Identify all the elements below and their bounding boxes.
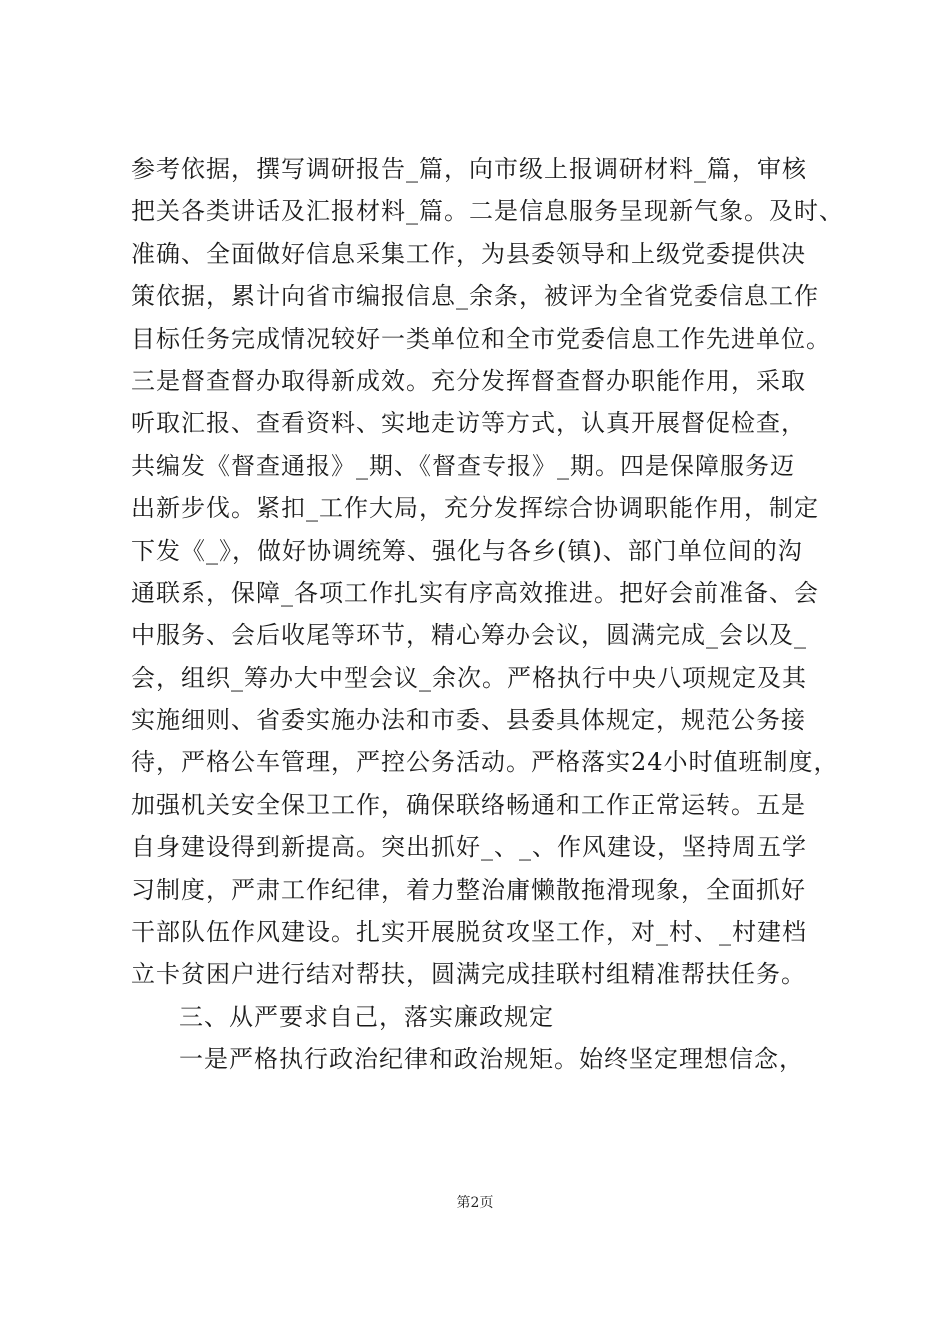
text-line: 干部队伍作风建设。扎实开展脱贫攻坚工作，对_村、_村建档 — [131, 918, 807, 947]
text-line: 自身建设得到新提高。突出抓好_、_、作风建设，坚持周五学 — [131, 833, 807, 862]
text-line: 听取汇报、查看资料、实地走访等方式，认真开展督促检查， — [131, 409, 806, 438]
text-line: 通联系，保障_各项工作扎实有序高效推进。把好会前准备、会 — [131, 578, 819, 607]
body-text — [131, 148, 851, 1081]
text-line: 中服务、会后收尾等环节，精心筹办会议，圆满完成_会以及_ — [131, 621, 807, 650]
text-line: 把关各类讲话及汇报材料_篇。二是信息服务呈现新气象。及时、 — [131, 197, 844, 226]
text-line: 出新步伐。紧扣_工作大局，充分发挥综合协调职能作用，制定 — [131, 494, 819, 523]
text-line: 三是督查督办取得新成效。充分发挥督查督办职能作用，采取 — [131, 366, 806, 395]
text-line: 会，组织_筹办大中型会议_余次。严格执行中央八项规定及其 — [131, 663, 807, 692]
text-line: 目标任务完成情况较好一类单位和全市党委信息工作先进单位。 — [131, 324, 831, 353]
text-line: 立卡贫困户进行结对帮扶，圆满完成挂联村组精准帮扶任务。 — [131, 960, 806, 989]
text-line: 策依据，累计向省市编报信息_余条，被评为全省党委信息工作 — [131, 282, 819, 311]
text-line: 共编发《督查通报》_期、《督查专报》_期。四是保障服务迈 — [131, 451, 795, 480]
text-line: 实施细则、省委实施办法和市委、县委具体规定，规范公务接 — [131, 706, 806, 735]
paragraph-start-line: 一是严格执行政治纪律和政治规矩。始终坚定理想信念， — [179, 1045, 804, 1074]
text-line: 待，严格公车管理，严控公务活动。严格落实24小时值班制度， — [131, 748, 839, 777]
section-heading: 三、从严要求自己，落实廉政规定 — [179, 1002, 554, 1031]
text-line: 准确、全面做好信息采集工作，为县委领导和上级党委提供决 — [131, 239, 806, 268]
text-line: 下发《_》，做好协调统筹、强化与各乡(镇)、部门单位间的沟 — [131, 536, 803, 565]
page-number: 第2页 — [456, 1195, 494, 1211]
text-line: 习制度，严肃工作纪律，着力整治庸懒散拖滑现象，全面抓好 — [131, 875, 806, 904]
text-line: 参考依据，撰写调研报告_篇，向市级上报调研材料_篇，审核 — [131, 155, 807, 183]
text-line: 加强机关安全保卫工作，确保联络畅通和工作正常运转。五是 — [131, 790, 806, 819]
